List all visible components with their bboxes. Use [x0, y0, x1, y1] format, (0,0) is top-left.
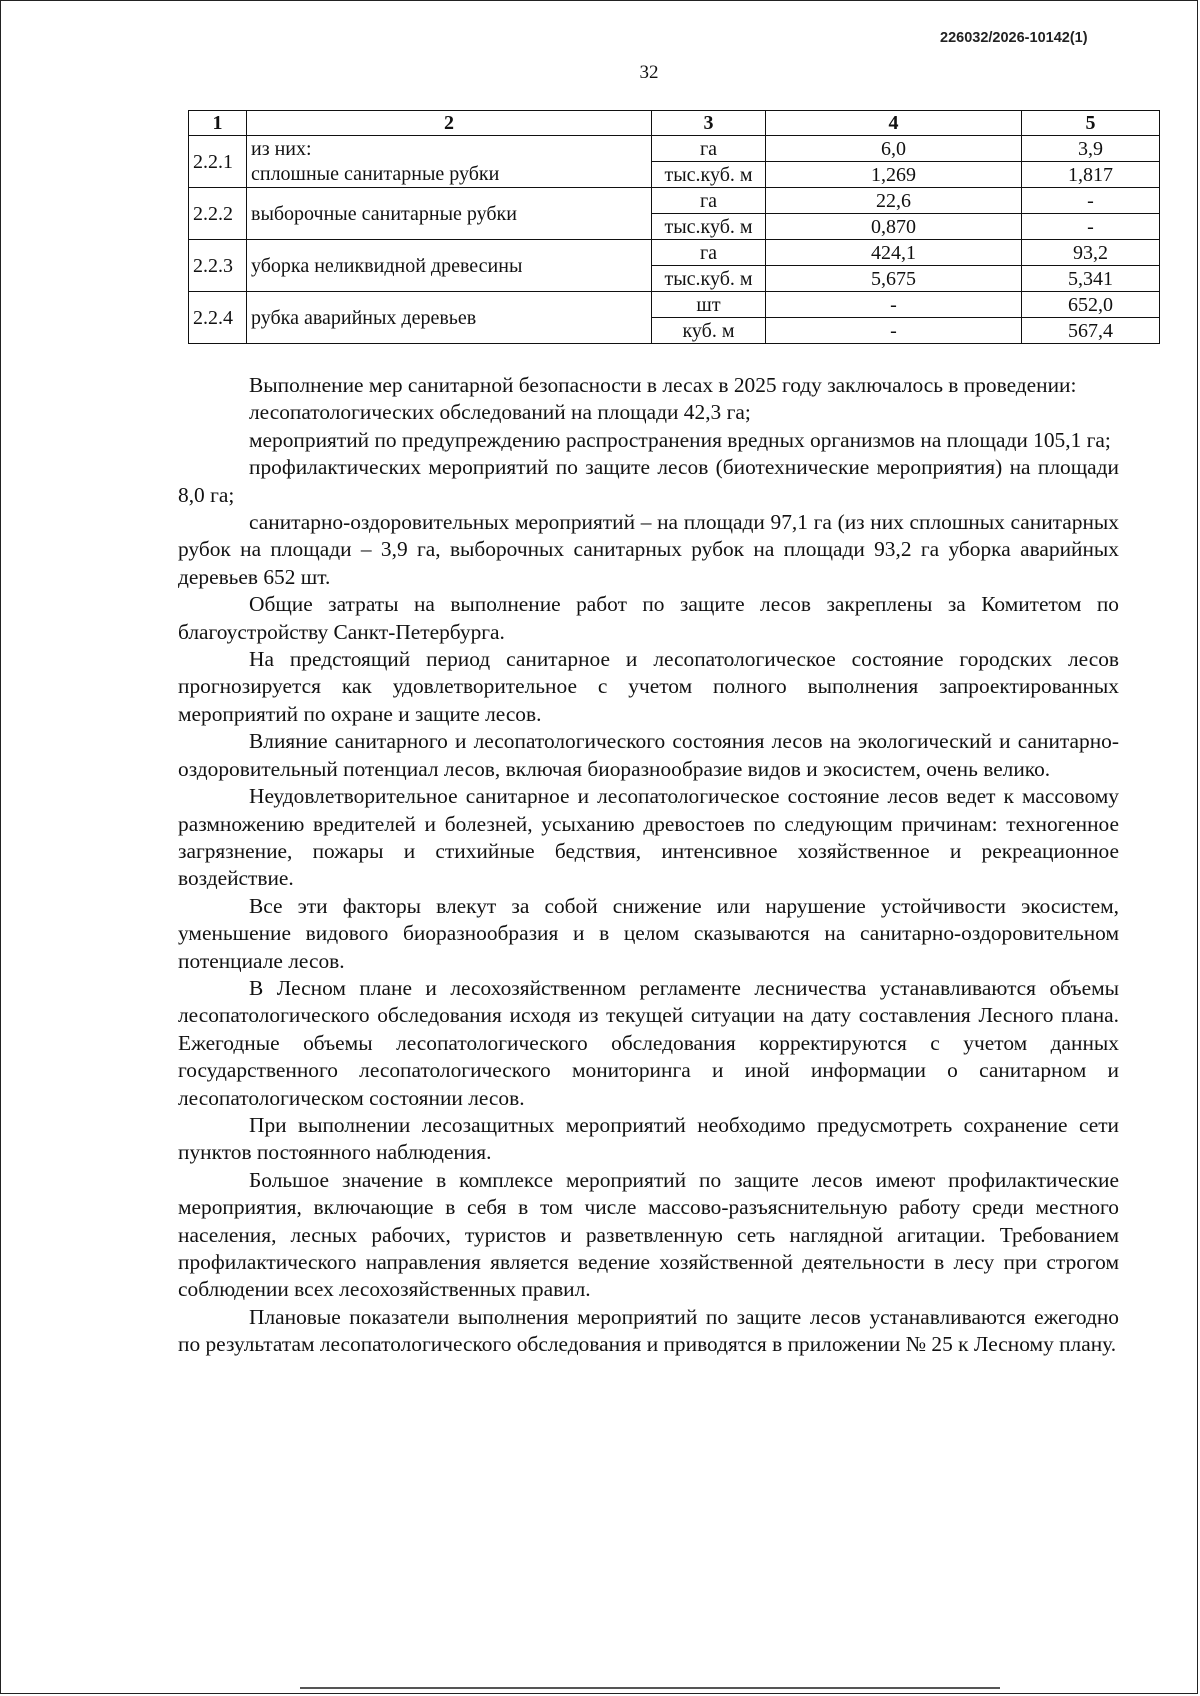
document-id: 226032/2026-10142(1)	[940, 30, 1088, 46]
value-cell: 1,817	[1022, 162, 1160, 188]
table-row	[189, 240, 1160, 266]
paragraph: Общие затраты на выполнение работ по защите лесов закреплены за Комитетом по благоустройству Санкт-Петербурга.	[178, 592, 1119, 644]
value-cell: -	[1022, 214, 1160, 240]
row-number: 2.2.2	[189, 188, 247, 240]
unit-cell: куб. м	[652, 318, 766, 344]
row-label-line: сплошные санитарные рубки	[251, 162, 500, 185]
value-cell: 3,9	[1022, 136, 1160, 162]
row-number: 2.2.1	[189, 136, 247, 188]
paragraph: Плановые показатели выполнения мероприятий по защите лесов устанавливаются ежегодно по результатам лесопатологического обследования и приводятся в приложении № 25 к Лесному плану.	[178, 1304, 1119, 1357]
paragraph: санитарно-оздоровительных мероприятий – на площади 97,1 га (из них сплошных санитарных рубок на площади – 3,9 га, выборочных санитарных рубок на площади 93,2 га уборка аварийных деревьев 652 шт.	[178, 510, 1119, 589]
unit-cell: га	[652, 240, 766, 266]
row-label: рубка аварийных деревьев	[247, 292, 652, 344]
paragraph: Все эти факторы влекут за собой снижение или нарушение устойчивости экосистем, уменьшение видового биоразнообразия и в целом сказываются на санитарно-оздоровительном потенциале лесов.	[178, 893, 1119, 973]
paragraph: Влияние санитарного и лесопатологического состояния лесов на экологический и санитарно-оздоровительный потенциал лесов, включая биоразнообразие видов и экосистем, очень велико.	[178, 729, 1119, 781]
row-label	[247, 136, 652, 188]
value-cell: -	[1022, 188, 1160, 214]
row-label: выборочные санитарные рубки	[247, 188, 652, 240]
body-text	[178, 372, 1119, 1359]
paragraph: Выполнение мер санитарной безопасности в лесах в 2025 году заключалось в проведении:	[249, 373, 1077, 397]
value-cell: 6,0	[766, 136, 1022, 162]
paragraph: Неудовлетворительное санитарное и лесопатологическое состояние лесов ведет к массовому размножению вредителей и болезней, усыханию древостоев по следующим причинам: техногенное загрязнение, пожары и стихийные бедствия, интенсивное хозяйственное и рекреационное воздействие.	[178, 784, 1119, 891]
value-cell: 567,4	[1022, 318, 1160, 344]
row-number: 2.2.4	[189, 292, 247, 344]
value-cell: 22,6	[766, 188, 1022, 214]
row-label-line: из них:	[251, 137, 312, 160]
unit-cell: шт	[652, 292, 766, 318]
row-label: уборка неликвидной древесины	[247, 240, 652, 292]
column-header: 4	[766, 111, 1022, 136]
column-header: 5	[1022, 111, 1160, 136]
table-row	[189, 188, 1160, 214]
value-cell: -	[766, 318, 1022, 344]
paragraph: При выполнении лесозащитных мероприятий необходимо предусмотреть сохранение сети пунктов постоянного наблюдения.	[178, 1112, 1119, 1165]
page-number: 32	[639, 62, 659, 83]
value-cell: 1,269	[766, 162, 1022, 188]
value-cell: 652,0	[1022, 292, 1160, 318]
value-cell: 0,870	[766, 214, 1022, 240]
paragraph: лесопатологических обследований на площади 42,3 га;	[249, 400, 751, 425]
value-cell: 424,1	[766, 240, 1022, 266]
table-header-row	[189, 111, 1160, 136]
unit-cell: га	[652, 136, 766, 162]
paragraph: В Лесном плане и лесохозяйственном регламенте лесничества устанавливаются объемы лесопатологического обследования исходя из текущей ситуации на дату составления Лесного плана. Ежегодные объемы лесопатологического обследования корректируются с учетом данных государственного лесопатологического мониторинга и иной информации о санитарном и лесопатологическом состоянии лесов.	[178, 975, 1119, 1110]
value-cell: 93,2	[1022, 240, 1160, 266]
table-row	[189, 292, 1160, 318]
paragraph: Большое значение в комплексе мероприятий по защите лесов имеют профилактические мероприятия, включающие в себя в том числе массово-разъяснительную работу среди местного населения, лесных рабочих, туристов и разветвленную сеть наглядной агитации. Требованием профилактического направления является ведение хозяйственной деятельности в лесу при строгом соблюдении всех лесохозяйственных правил.	[178, 1167, 1119, 1302]
value-cell: 5,341	[1022, 266, 1160, 292]
row-number: 2.2.3	[189, 240, 247, 292]
unit-cell: тыс.куб. м	[652, 266, 766, 292]
value-cell: -	[766, 292, 1022, 318]
column-header: 1	[189, 111, 247, 136]
paragraph: На предстоящий период санитарное и лесопатологическое состояние городских лесов прогнозируется как удовлетворительное с учетом полного выполнения запроектированных мероприятий по охране и защите лесов.	[178, 647, 1119, 726]
paragraph: мероприятий по предупреждению распространения вредных организмов на площади 105,1 га;	[249, 427, 1111, 452]
paragraph: профилактических мероприятий по защите лесов (биотехнические мероприятия) на площади 8,0 га;	[178, 455, 1119, 507]
unit-cell: тыс.куб. м	[652, 162, 766, 188]
column-header: 3	[652, 111, 766, 136]
forest-protection-table	[188, 110, 1160, 344]
bottom-divider	[300, 1687, 1000, 1689]
value-cell: 5,675	[766, 266, 1022, 292]
column-header: 2	[247, 111, 652, 136]
unit-cell: га	[652, 188, 766, 214]
unit-cell: тыс.куб. м	[652, 214, 766, 240]
table-row	[189, 136, 1160, 162]
